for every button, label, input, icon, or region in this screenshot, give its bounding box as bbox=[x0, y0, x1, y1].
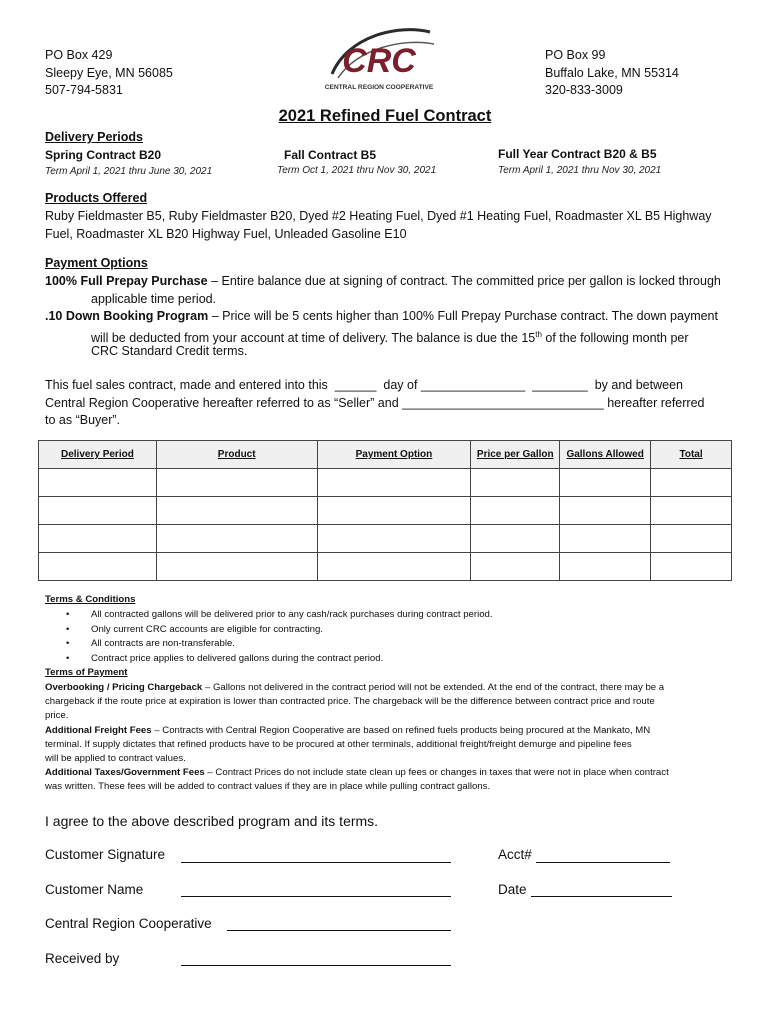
bullet-text: All contracts are non-transferable. bbox=[91, 638, 235, 649]
period-term: Term April 1, 2021 thru Nov 30, 2021 bbox=[498, 165, 662, 176]
table-cell[interactable] bbox=[317, 525, 471, 553]
terms-bullet: • All contracted gallons will be delivered prior to any cash/rack purchases during contract period. bbox=[66, 608, 69, 622]
table-cell[interactable] bbox=[317, 469, 471, 497]
terms-heading: Terms & Conditions bbox=[45, 594, 136, 605]
address-line: PO Box 429 bbox=[45, 48, 113, 62]
table-row bbox=[39, 469, 732, 497]
terms-paragraph bbox=[45, 766, 669, 780]
contract-table bbox=[38, 440, 732, 581]
logo-letters: CRC bbox=[342, 42, 416, 80]
table-cell[interactable] bbox=[560, 553, 651, 581]
acct-label: Acct# bbox=[498, 847, 532, 862]
table-cell[interactable] bbox=[156, 497, 317, 525]
table-cell[interactable] bbox=[39, 497, 157, 525]
products-heading: Products Offered bbox=[45, 191, 148, 205]
table-cell[interactable] bbox=[317, 497, 471, 525]
address-line: PO Box 99 bbox=[545, 48, 606, 62]
agreement-line: Central Region Cooperative hereafter referred to as “Seller” and _____________________________ hereafter referred bbox=[45, 396, 705, 410]
address-line: 320-833-3009 bbox=[545, 83, 623, 97]
terms-paragraph-line: will be applied to contract values. bbox=[45, 753, 186, 764]
table-cell[interactable] bbox=[317, 553, 471, 581]
terms-bullet: • Contract price applies to delivered gallons during the contract period. bbox=[66, 652, 69, 666]
terms-paragraph-line: price. bbox=[45, 710, 69, 721]
logo-caption: CENTRAL REGION COOPERATIVE bbox=[324, 84, 434, 91]
payment-option-1 bbox=[45, 273, 721, 291]
payment-options-heading: Payment Options bbox=[45, 256, 148, 270]
table-cell[interactable] bbox=[471, 469, 560, 497]
address-line: 507-794-5831 bbox=[45, 83, 123, 97]
column-header: Payment Option bbox=[317, 441, 471, 469]
payment-option-text: – Price will be 5 cents higher than 100% Full Prepay Purchase contract. The down payment bbox=[208, 309, 718, 323]
table-cell[interactable] bbox=[471, 525, 560, 553]
table-cell[interactable] bbox=[651, 525, 732, 553]
table-cell[interactable] bbox=[651, 553, 732, 581]
superscript: th bbox=[535, 330, 542, 339]
table-cell[interactable] bbox=[39, 553, 157, 581]
agreement-statement: I agree to the above described program and its terms. bbox=[45, 813, 379, 829]
bullet-text: All contracted gallons will be delivered prior to any cash/rack purchases during contract period. bbox=[91, 609, 493, 620]
paragraph-text: – Gallons not delivered in the contract period will not be extended. At the end of the contract, there may be a bbox=[202, 682, 665, 693]
address-line: Sleepy Eye, MN 56085 bbox=[45, 65, 173, 80]
table-cell[interactable] bbox=[560, 525, 651, 553]
table-row bbox=[39, 497, 732, 525]
period-name: Fall Contract B5 bbox=[284, 148, 377, 162]
table-row bbox=[39, 553, 732, 581]
paragraph-text: – Contracts with Central Region Cooperative are based on refined fuels products being procured at the Mankato, MN bbox=[151, 725, 651, 736]
left-address bbox=[45, 47, 173, 100]
terms-paragraph-line: was written. These fees will be added to contract values if they are in place while pulling contract gallons. bbox=[45, 781, 491, 792]
table-cell[interactable] bbox=[651, 497, 732, 525]
delivery-periods-heading: Delivery Periods bbox=[45, 130, 143, 144]
terms-paragraph-line: terminal. If supply dictates that refined products have to be procured at other terminals, additional freight/freight demurge and pipeline fees bbox=[45, 739, 632, 750]
received-by-label: Received by bbox=[45, 951, 120, 966]
payment-option-label: .10 Down Booking Program bbox=[45, 309, 209, 323]
paragraph-text: – Contract Prices do not include state clean up fees or changes in taxes that were not in place when contract bbox=[204, 767, 669, 778]
page-title bbox=[0, 107, 770, 126]
paragraph-label: Overbooking / Pricing Chargeback bbox=[45, 682, 203, 693]
column-header: Product bbox=[156, 441, 317, 469]
right-address bbox=[545, 47, 679, 100]
payment-option-text: – Entire balance due at signing of contract. The committed price per gallon is locked through bbox=[207, 274, 721, 288]
payment-option-cont: CRC Standard Credit terms. bbox=[91, 344, 248, 358]
acct-line[interactable] bbox=[536, 862, 670, 863]
column-header: Gallons Allowed bbox=[560, 441, 651, 469]
text: will be deducted from your account at time of delivery. The balance is due the 15 bbox=[91, 331, 536, 346]
title-text: 2021 Refined Fuel Contract bbox=[278, 107, 492, 125]
table-cell[interactable] bbox=[156, 469, 317, 497]
table-cell[interactable] bbox=[156, 525, 317, 553]
terms-paragraph bbox=[45, 681, 664, 695]
products-line: Fuel, Roadmaster XL B20 Highway Fuel, Unleaded Gasoline E10 bbox=[45, 227, 407, 241]
paragraph-label: Additional Taxes/Government Fees bbox=[45, 767, 205, 778]
table-cell[interactable] bbox=[560, 469, 651, 497]
terms-paragraph-line: chargeback if the route price at expiration is lower than contracted price. The chargeback will be the difference between contract price and route bbox=[45, 696, 655, 707]
crc-logo bbox=[318, 22, 440, 96]
period-name: Spring Contract B20 bbox=[45, 148, 162, 162]
period-term: Term Oct 1, 2021 thru Nov 30, 2021 bbox=[277, 165, 437, 176]
column-header: Delivery Period bbox=[39, 441, 157, 469]
column-header: Total bbox=[651, 441, 732, 469]
payment-option-2 bbox=[45, 308, 718, 326]
customer-signature-line[interactable] bbox=[181, 862, 451, 863]
agreement-line: This fuel sales contract, made and entered into this ______ day of _______________ ________ by and between bbox=[45, 378, 683, 392]
period-name: Full Year Contract B20 & B5 bbox=[498, 147, 657, 161]
agreement-line: to as “Buyer”. bbox=[45, 413, 121, 427]
customer-signature-label: Customer Signature bbox=[45, 847, 166, 862]
table-cell[interactable] bbox=[39, 525, 157, 553]
crc-logo-mark bbox=[318, 22, 440, 96]
date-line[interactable] bbox=[531, 896, 672, 897]
date-label: Date bbox=[498, 882, 527, 897]
terms-bullet: • All contracts are non-transferable. bbox=[66, 637, 69, 651]
table-row bbox=[39, 525, 732, 553]
column-header: Price per Gallon bbox=[471, 441, 560, 469]
table-cell[interactable] bbox=[156, 553, 317, 581]
bullet-text: Contract price applies to delivered gallons during the contract period. bbox=[91, 653, 384, 664]
table-cell[interactable] bbox=[471, 553, 560, 581]
received-by-line[interactable] bbox=[181, 965, 451, 966]
terms-of-payment-heading: Terms of Payment bbox=[45, 667, 128, 678]
period-term: Term April 1, 2021 thru June 30, 2021 bbox=[45, 166, 213, 177]
coop-label: Central Region Cooperative bbox=[45, 916, 212, 931]
table-cell[interactable] bbox=[560, 497, 651, 525]
table-cell[interactable] bbox=[471, 497, 560, 525]
table-cell[interactable] bbox=[39, 469, 157, 497]
customer-name-line[interactable] bbox=[181, 896, 451, 897]
table-header-row bbox=[39, 441, 732, 469]
table-cell[interactable] bbox=[651, 469, 732, 497]
address-line: Buffalo Lake, MN 55314 bbox=[545, 65, 679, 80]
paragraph-label: Additional Freight Fees bbox=[45, 725, 152, 736]
products-line: Ruby Fieldmaster B5, Ruby Fieldmaster B20, Dyed #2 Heating Fuel, Dyed #1 Heating Fuel, Roadmaster XL B5 Highway bbox=[45, 209, 712, 223]
payment-option-label: 100% Full Prepay Purchase bbox=[45, 274, 208, 288]
payment-option-cont: applicable time period. bbox=[91, 292, 217, 306]
coop-signature-line[interactable] bbox=[227, 930, 451, 931]
customer-name-label: Customer Name bbox=[45, 882, 144, 897]
text: of the following month per bbox=[541, 331, 689, 346]
bullet-text: Only current CRC accounts are eligible for contracting. bbox=[91, 624, 323, 635]
terms-paragraph bbox=[45, 724, 650, 738]
terms-bullet: • Only current CRC accounts are eligible for contracting. bbox=[66, 623, 69, 637]
